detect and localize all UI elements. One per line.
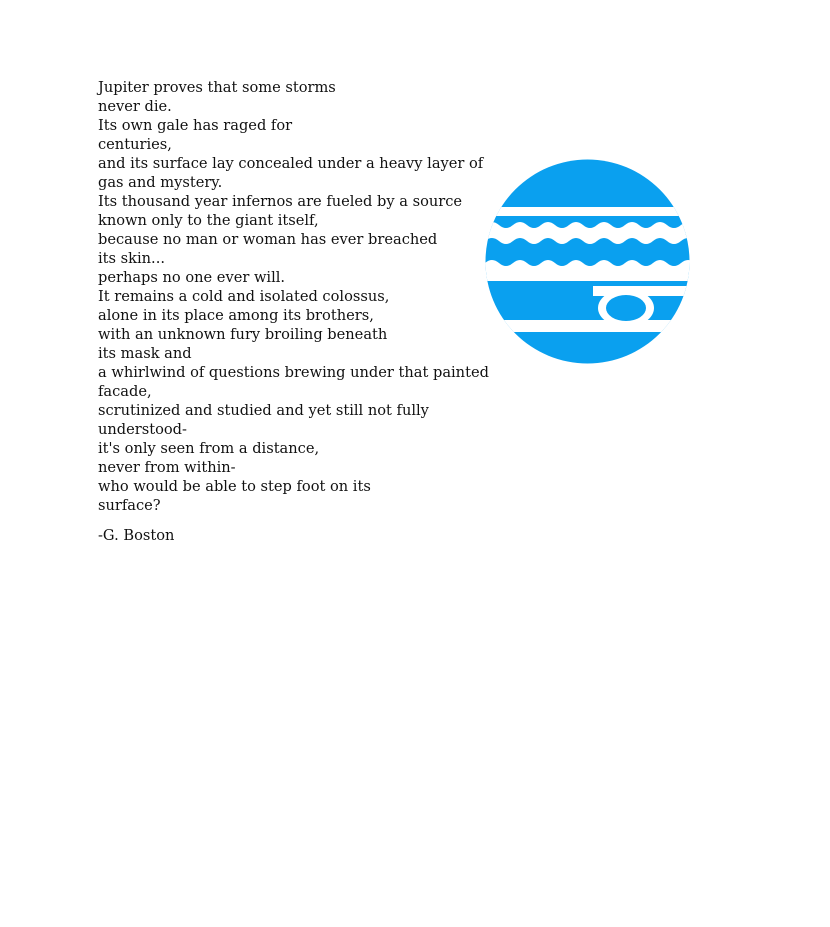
jupiter-planet-icon [485, 159, 690, 364]
poem-line: Jupiter proves that some storms [98, 79, 336, 96]
poem-line: with an unknown fury broiling beneath [98, 326, 388, 343]
poem-line: and its surface lay concealed under a heavy layer of [98, 155, 484, 172]
planet-band [485, 320, 690, 332]
poem-line: its skin... [98, 250, 165, 267]
poem-line: scrutinized and studied and yet still not fully [98, 402, 429, 419]
poem-line: Its thousand year infernos are fueled by a source [98, 193, 463, 210]
poem-line: who would be able to step foot on its [98, 478, 371, 495]
poem-line: gas and mystery. [98, 174, 223, 191]
poem-line: never die. [98, 98, 172, 115]
poem-line: because no man or woman has ever breached [98, 231, 438, 248]
poem-line: its mask and [98, 345, 192, 362]
poem-line: facade, [98, 383, 152, 400]
planet-band [485, 207, 690, 216]
poem-signature: -G. Boston [98, 527, 175, 544]
poem-line: never from within- [98, 459, 236, 476]
poem-line: Its own gale has raged for [98, 117, 293, 134]
poem-line: a whirlwind of questions brewing under that painted [98, 364, 489, 381]
poem-line: understood- [98, 421, 187, 438]
poem-line: perhaps no one ever will. [98, 269, 286, 286]
great-red-spot [606, 295, 646, 321]
poem-line: it's only seen from a distance, [98, 440, 320, 457]
poem-line: known only to the giant itself, [98, 212, 319, 229]
poem-line: alone in its place among its brothers, [98, 307, 374, 324]
poem-line: centuries, [98, 136, 172, 153]
poem-line: It remains a cold and isolated colossus, [98, 288, 390, 305]
poem-line: surface? [98, 497, 161, 514]
poem-text [98, 78, 489, 515]
